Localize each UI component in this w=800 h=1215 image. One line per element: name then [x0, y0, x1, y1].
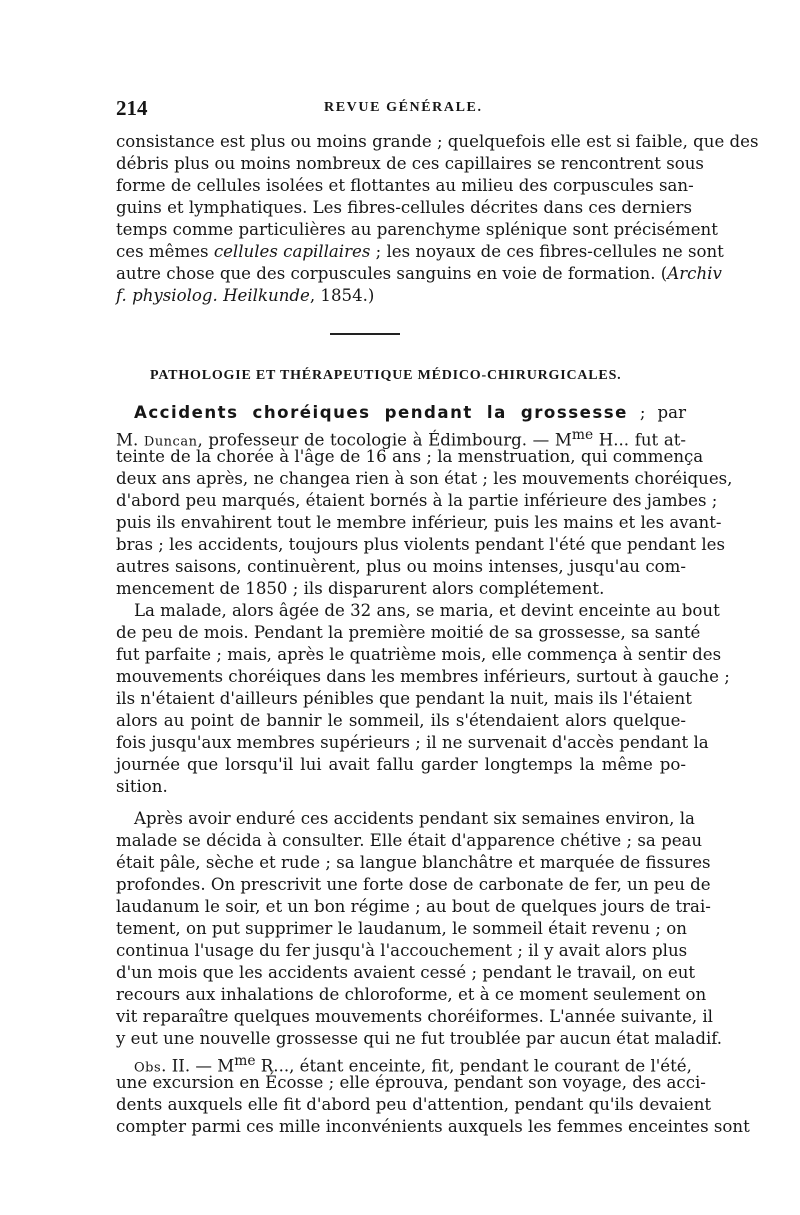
text-line: teinte de la chorée à l'âge de 16 ans ; la menstruation, qui commença — [116, 447, 704, 466]
text-line — [116, 424, 686, 450]
text-span: . II. — M — [161, 1056, 235, 1076]
text-line — [116, 263, 722, 285]
text-line: continua l'usage du fer jusqu'à l'accouchement ; il y avait alors plus — [116, 941, 688, 960]
text-line — [116, 285, 686, 307]
text-line — [116, 402, 686, 424]
text-span: , professeur de tocologie à Édimbourg. — M — [197, 430, 572, 450]
text-line: puis ils envahirent tout le membre inférieur, puis les mains et les avant- — [116, 513, 722, 532]
text-line: sition. — [116, 777, 168, 796]
text-line: ils n'étaient d'ailleurs pénibles que pendant la nuit, mais ils l'étaient — [116, 689, 692, 708]
text-line: était pâle, sèche et rude ; sa langue blanchâtre et marquée de fissures — [116, 853, 711, 872]
text-span: M. — [116, 430, 144, 450]
text-line: tement, on put supprimer le laudanum, le sommeil était revenu ; on — [116, 919, 687, 938]
text-line: d'abord peu marqués, étaient bornés à la partie inférieure des jambes ; — [116, 491, 718, 510]
text-line: consistance est plus ou moins grande ; quelquefois elle est si faible, que des — [116, 132, 759, 151]
text-line: dents auxquels elle fit d'abord peu d'attention, pendant qu'ils devaient — [116, 1095, 712, 1114]
text-line — [116, 241, 724, 263]
text-span: R..., étant enceinte, fit, pendant le courant de l'été, — [255, 1056, 692, 1076]
text-span: ; les noyaux de ces fibres-cellules ne sont — [370, 242, 724, 261]
text-line: malade se décida à consulter. Elle était d'apparence chétive ; sa peau — [116, 831, 703, 850]
text-line: compter parmi ces mille inconvénients auxquels les femmes enceintes sont — [116, 1117, 750, 1136]
text-line: vit reparaître quelques mouvements choréiformes. L'année suivante, il — [116, 1007, 713, 1026]
text-span: , 1854.) — [309, 286, 375, 305]
page-header — [116, 96, 686, 126]
citation-journal: Archiv — [667, 264, 722, 283]
text-line: alors au point de bannir le sommeil, ils s'étendaient alors quelque- — [116, 711, 686, 730]
text-line: bras ; les accidents, toujours plus violents pendant l'été que pendant les — [116, 535, 725, 554]
text-line: recours aux inhalations de chloroforme, et à ce moment seulement on — [116, 985, 707, 1004]
text-line: mencement de 1850 ; ils disparurent alors complétement. — [116, 579, 605, 598]
text-line: Après avoir enduré ces accidents pendant six semaines environ, la — [134, 809, 695, 828]
text-line: fut parfaite ; mais, après le quatrième mois, elle commença à sentir des — [116, 645, 722, 664]
text-line: y eut une nouvelle grossesse qui ne fut troublée par aucun état maladif. — [116, 1029, 723, 1048]
text-line: deux ans après, ne changea rien à son état ; les mouvements choréiques, — [116, 469, 733, 488]
superscript: me — [234, 1053, 256, 1069]
observation-label: Obs — [134, 1060, 162, 1076]
page-number: 214 — [116, 96, 148, 120]
section-divider — [330, 333, 400, 335]
text-line: mouvements choréiques dans les membres inférieurs, surtout à gauche ; — [116, 667, 730, 686]
text-line: une excursion en Écosse ; elle éprouva, pendant son voyage, des acci- — [116, 1073, 706, 1092]
citation-journal: f. physiolog. Heilkunde — [116, 286, 310, 305]
text-line: d'un mois que les accidents avaient cessé ; pendant le travail, on eut — [116, 963, 696, 982]
text-line: forme de cellules isolées et flottantes au milieu des corpuscules san- — [116, 176, 694, 195]
text-line: fois jusqu'aux membres supérieurs ; il ne survenait d'accès pendant la — [116, 733, 709, 752]
text-line: laudanum le soir, et un bon régime ; au bout de quelques jours de trai- — [116, 897, 711, 916]
text-line: guins et lymphatiques. Les fibres-cellules décrites dans ces derniers — [116, 198, 692, 217]
italic-term: cellules capillaires — [213, 242, 371, 261]
text-line: La malade, alors âgée de 32 ans, se maria, et devint enceinte au bout — [134, 601, 720, 620]
section-heading: PATHOLOGIE ET THÉRAPEUTIQUE MÉDICO-CHIRURGICALES. — [150, 368, 622, 383]
text-span: autre chose que des corpuscules sanguins en voie de formation. ( — [116, 264, 668, 283]
text-line — [116, 1050, 692, 1076]
text-line: débris plus ou moins nombreux de ces capillaires se rencontrent sous — [116, 154, 704, 173]
text-span: ; par — [627, 403, 686, 422]
text-span: H... fut at- — [593, 430, 686, 450]
text-line: journée que lorsqu'il lui avait fallu garder longtemps la même po- — [116, 755, 686, 774]
text-line: autres saisons, continuèrent, plus ou moins intenses, jusqu'au com- — [116, 557, 686, 576]
text-line: de peu de mois. Pendant la première moitié de sa grossesse, sa santé — [116, 623, 701, 642]
text-line: temps comme particulières au parenchyme splénique sont précisément — [116, 220, 718, 239]
superscript: me — [571, 427, 594, 443]
article-title: Accidents choréiques pendant la grossesse — [134, 403, 628, 422]
running-head: REVUE GÉNÉRALE. — [324, 100, 483, 115]
author-name: Duncan — [143, 434, 198, 450]
text-span: ces mêmes — [116, 242, 214, 261]
text-line: profondes. On prescrivit une forte dose de carbonate de fer, un peu de — [116, 875, 711, 894]
